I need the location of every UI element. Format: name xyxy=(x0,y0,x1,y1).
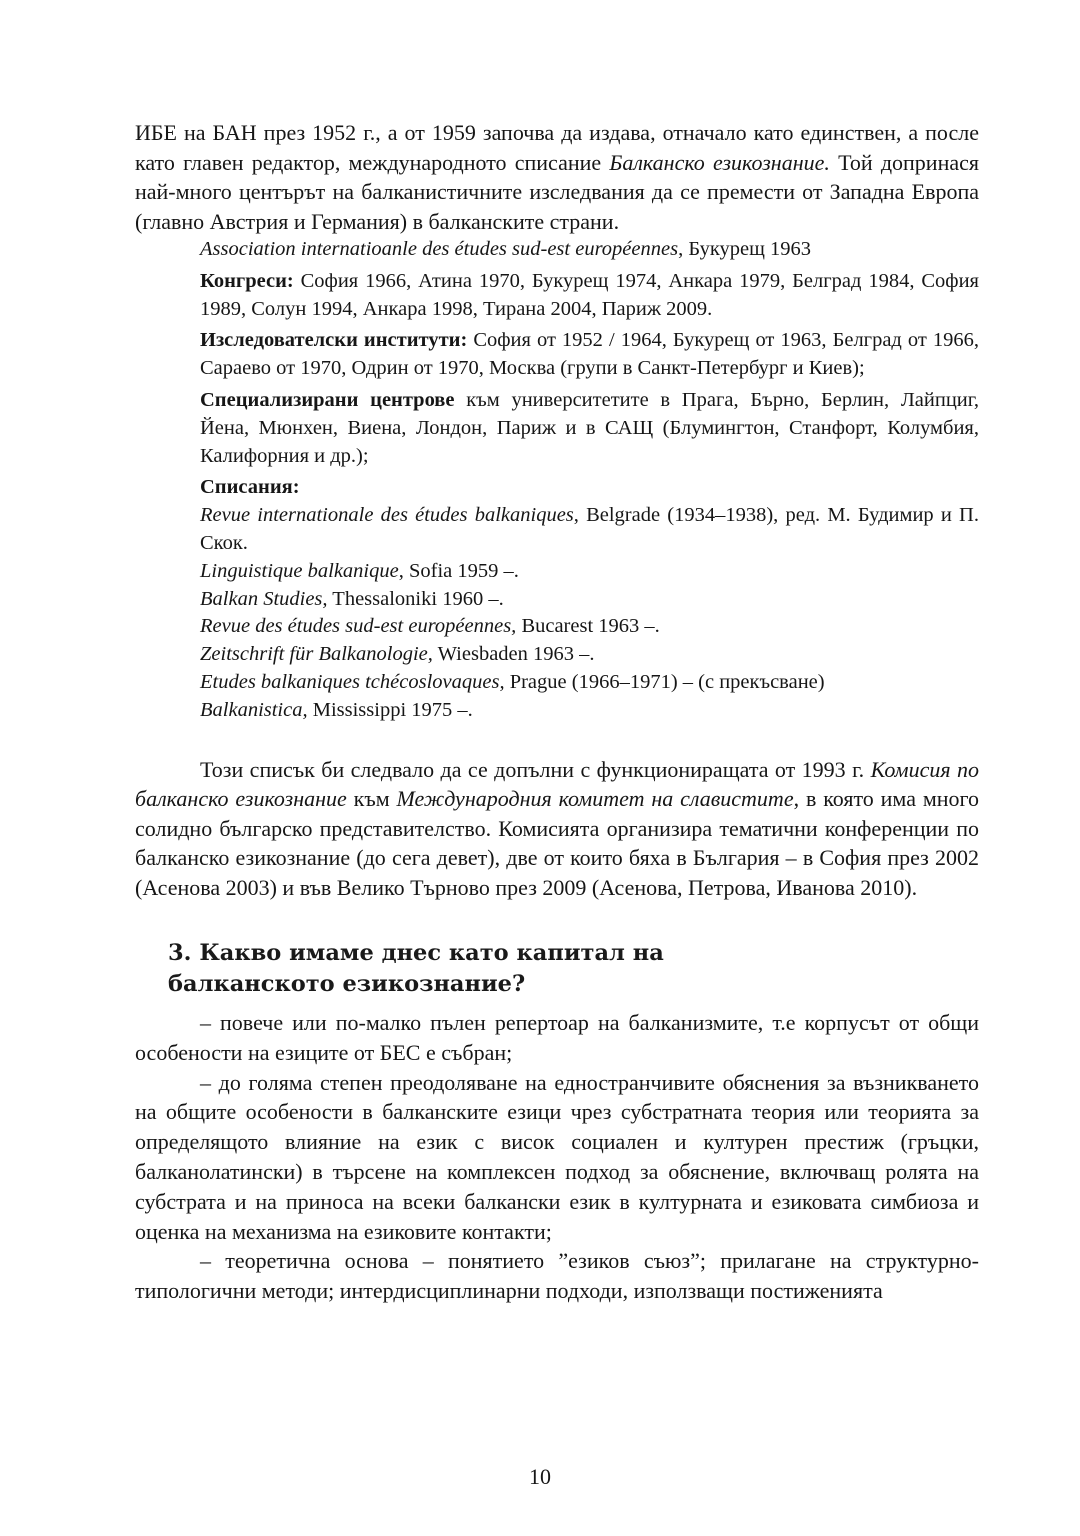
section-heading-line: 3. Какво имаме днес като капитал на xyxy=(168,940,664,967)
journal-entry xyxy=(200,502,979,558)
page-body xyxy=(135,118,979,1306)
commission-paragraph xyxy=(135,755,979,903)
centers-entry xyxy=(200,387,979,470)
centers-label: Специализирани центрове xyxy=(200,388,455,411)
intro-paragraph xyxy=(135,118,979,236)
journal-entry xyxy=(200,641,979,669)
list-item: – повече или по-малко пълен репертоар на балканизмите, т.е корпусът от общи особености на езиците от БЕС е събран; xyxy=(135,1010,979,1065)
association-entry xyxy=(200,236,979,264)
journal-entry xyxy=(200,697,979,725)
journal-rest: Prague (1966–1971) – (с прекъсване) xyxy=(504,670,825,693)
journal-title: Linguistique balkanique xyxy=(200,559,399,582)
intro-text-rest: Той допринася най-много центърът на балканистичните изследвания да се премести от Западна Европа (главно Австрия и Германия) в балканските страни. xyxy=(135,149,979,234)
journal-rest: , Belgrade (1934–1938), ред. М. Будимир и П. Скок. xyxy=(200,504,979,554)
journal-title: Zeitschrift für Balkanologie, xyxy=(200,643,433,666)
congresses-label: Конгреси: xyxy=(200,269,294,292)
journal-rest: , Sofia 1959 –. xyxy=(398,559,519,582)
journal-title: Revue des études sud-est européennes, xyxy=(200,615,517,638)
journal-rest: Thessaloniki 1960 –. xyxy=(327,587,504,610)
list-item: – теоретична основа – понятието ”езиков съюз”; прилагане на структурно-типологични методи; интердисциплинарни подходи, използващи постиженията xyxy=(135,1248,979,1304)
journal-entry xyxy=(200,669,979,697)
journal-title-italic: Балканско езикознание. xyxy=(609,149,830,175)
journal-entry xyxy=(200,558,979,586)
journal-title: Balkanistica, xyxy=(200,698,308,721)
journal-rest: Mississippi 1975 –. xyxy=(307,698,473,721)
journal-title: Revue internationale des études balkaniques xyxy=(200,504,574,527)
journal-rest: Wiesbaden 1963 –. xyxy=(432,643,595,666)
page-number: 10 xyxy=(529,1464,551,1489)
congresses-text: София 1966, Атина 1970, Букурещ 1974, Анкара 1979, Белград 1984, София 1989, Солун 1994, Анкара 1998, Тирана 2004, Париж 2009. xyxy=(200,269,979,320)
intro-text: ИБЕ на БАН през 1952 г., а от 1959 започва да издава, отначало като единствен, а после като главен редактор, международното списание xyxy=(135,120,979,175)
association-name: Association internatioanle des études sud-est européennes xyxy=(200,238,679,260)
balkan-studies-list xyxy=(200,236,979,725)
centers-text: към университетите в Прага, Бърно, Берлин, Лайпциг, Йена, Мюнхен, Виена, Лондон, Париж и в САЩ (Блумингтон, Станфорт, Колумбия, Калифорния и др.); xyxy=(200,388,979,467)
section-heading-line: балканското езикознание? xyxy=(168,971,526,998)
journal-entry xyxy=(200,586,979,614)
journal-rest: Bucarest 1963 –. xyxy=(516,615,660,638)
section-heading xyxy=(168,938,979,1000)
commission-name: Комисия по балканско езикознание xyxy=(135,756,979,812)
committee-name: Международния комитет на славистите xyxy=(396,786,794,812)
journals-label xyxy=(200,474,979,502)
commission-text: Този списък би следвало да се допълни с функциониращата от 1993 г. xyxy=(200,756,871,782)
journal-title: Balkan Studies, xyxy=(200,587,328,610)
institutes-label: Изследователски институти: xyxy=(200,329,468,352)
association-rest: , Букурещ 1963 xyxy=(678,238,812,260)
congresses-entry xyxy=(200,268,979,324)
list-item: – до голяма степен преодоляване на едностранчивите обяснения за възникването на общите особености в балканските езици чрез субстратната теория или теорията за определящото влияние на език с висок социален и културен престиж (гръцки, балканолатински) в търсене на комплексен подход за обяснение, включващ ролята на субстрата и на приноса на всеки балкански език в културната и езиковата симбиоза и оценка на механизма на езиковите контакти; xyxy=(135,1069,979,1244)
institutes-text: София от 1952 / 1964, Букурещ от 1963, Белград от 1966, Сараево от 1970, Одрин от 1970, Москва (групи в Санкт-Петербург и Киев); xyxy=(200,329,979,380)
commission-text: , в която има много солидно българско представителство. Комисията организира тематични конференции по балканско езикознание (до сега девет), две от които бяха в България – в София през 2002 (Асенова 2003) и във Велико Търново през 2009 (Асенова, Петрова, Иванова 2010). xyxy=(135,786,979,900)
commission-text: към xyxy=(346,786,397,812)
journal-title: Etudes balkaniques tchécoslovaques, xyxy=(200,670,505,693)
institutes-entry xyxy=(200,327,979,383)
journal-entry xyxy=(200,613,979,641)
journals-label-text: Списания: xyxy=(200,476,300,499)
